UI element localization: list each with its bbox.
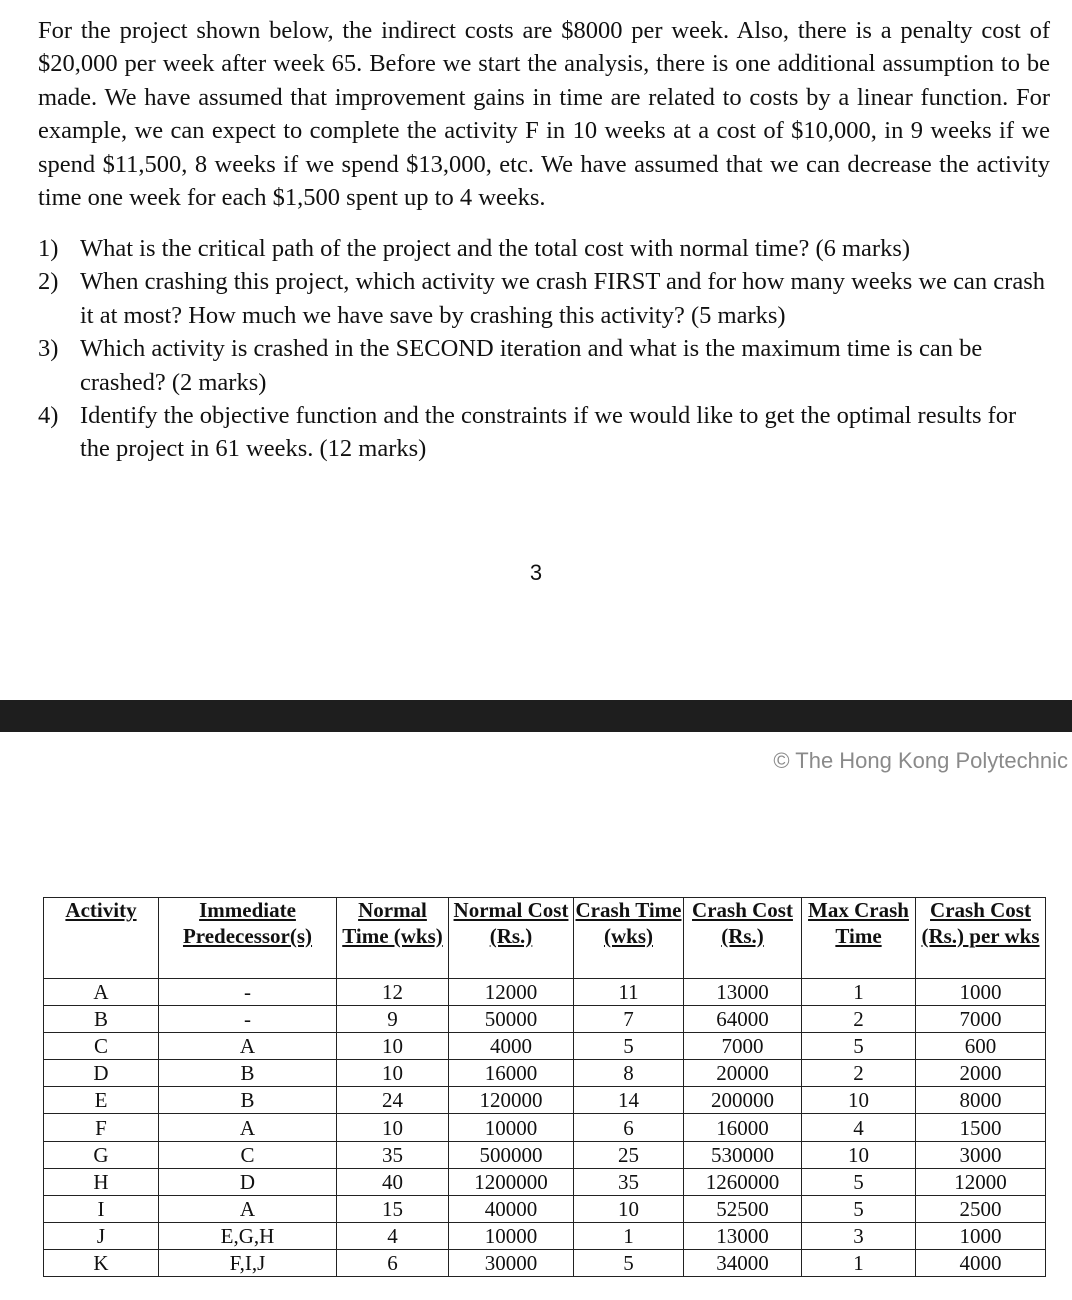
header-activity: Activity — [44, 898, 159, 979]
cell-predecessors: A — [159, 1195, 337, 1222]
table-row — [44, 1114, 1046, 1141]
cell-normal-cost: 10000 — [449, 1114, 574, 1141]
cell-crash-cost: 52500 — [684, 1195, 802, 1222]
cell-crash-time: 10 — [574, 1195, 684, 1222]
question-item — [38, 265, 1052, 332]
cell-normal-cost: 40000 — [449, 1195, 574, 1222]
table-row — [44, 1006, 1046, 1033]
cell-predecessors: - — [159, 979, 337, 1006]
cell-normal-time: 6 — [337, 1249, 449, 1276]
cell-normal-cost: 30000 — [449, 1249, 574, 1276]
cell-normal-time: 4 — [337, 1222, 449, 1249]
cell-max-crash-time: 5 — [802, 1033, 916, 1060]
header-immediate-predecessors: Immediate Predecessor(s) — [159, 898, 337, 979]
cell-max-crash-time: 10 — [802, 1141, 916, 1168]
cell-crash-cost: 34000 — [684, 1249, 802, 1276]
question-text: Which activity is crashed in the SECOND iteration and what is the maximum time is can be crashed? (2 marks) — [80, 335, 983, 396]
question-number: 1) — [38, 235, 59, 262]
table-row — [44, 1060, 1046, 1087]
cell-max-crash-time: 3 — [802, 1222, 916, 1249]
cell-activity: F — [44, 1114, 159, 1141]
table-row — [44, 1195, 1046, 1222]
cell-crash-cost: 200000 — [684, 1087, 802, 1114]
cell-predecessors: D — [159, 1168, 337, 1195]
cell-max-crash-time: 1 — [802, 979, 916, 1006]
cell-crash-cost: 16000 — [684, 1114, 802, 1141]
header-crash-time: Crash Time (wks) — [574, 898, 684, 979]
cell-crash-cost-per-week: 7000 — [916, 1006, 1046, 1033]
cell-max-crash-time: 2 — [802, 1006, 916, 1033]
cell-predecessors: A — [159, 1114, 337, 1141]
cell-crash-time: 7 — [574, 1006, 684, 1033]
cell-predecessors: B — [159, 1060, 337, 1087]
cell-normal-cost: 1200000 — [449, 1168, 574, 1195]
cell-activity: A — [44, 979, 159, 1006]
cell-normal-time: 15 — [337, 1195, 449, 1222]
cell-max-crash-time: 5 — [802, 1195, 916, 1222]
cell-crash-time: 6 — [574, 1114, 684, 1141]
question-item — [38, 232, 1052, 265]
cell-activity: E — [44, 1087, 159, 1114]
cell-activity: I — [44, 1195, 159, 1222]
cell-activity: G — [44, 1141, 159, 1168]
cell-normal-time: 24 — [337, 1087, 449, 1114]
cell-crash-cost: 20000 — [684, 1060, 802, 1087]
question-item — [38, 332, 1052, 399]
cell-activity: J — [44, 1222, 159, 1249]
header-max-crash-time: Max Crash Time — [802, 898, 916, 979]
question-number: 2) — [38, 268, 59, 296]
question-list — [38, 232, 1052, 466]
cell-crash-time: 5 — [574, 1249, 684, 1276]
cell-activity: D — [44, 1060, 159, 1087]
table-row — [44, 1222, 1046, 1249]
cell-crash-time: 35 — [574, 1168, 684, 1195]
header-normal-time: Normal Time (wks) — [337, 898, 449, 979]
page-divider-bar — [0, 700, 1072, 732]
cell-crash-cost-per-week: 1000 — [916, 979, 1046, 1006]
cell-normal-cost: 4000 — [449, 1033, 574, 1060]
table-row — [44, 979, 1046, 1006]
question-text: When crashing this project, which activity we crash FIRST and for how many weeks we can crash it at most? How much we have save by crashing this activity? (5 marks) — [80, 268, 1045, 329]
cell-crash-cost: 13000 — [684, 1222, 802, 1249]
cell-max-crash-time: 10 — [802, 1087, 916, 1114]
cell-normal-time: 40 — [337, 1168, 449, 1195]
question-number: 3) — [38, 335, 59, 363]
intro-paragraph: For the project shown below, the indirect costs are $8000 per week. Also, there is a penalty cost of $20,000 per week after week 65. Before we start the analysis, there is one additional assumption to be made. We have assumed that improvement gains in time are related to costs by a linear function. For example, we can expect to complete the activity F in 10 weeks at a cost of $10,000, in 9 weeks if we spend $11,500, 8 weeks if we spend $13,000, etc. We have assumed that we can decrease the activity time one week for each $1,500 spent up to 4 weeks. — [38, 17, 1050, 212]
cell-crash-cost-per-week: 8000 — [916, 1087, 1046, 1114]
page-number: 3 — [529, 560, 543, 585]
cell-crash-cost-per-week: 600 — [916, 1033, 1046, 1060]
cell-crash-cost-per-week: 3000 — [916, 1141, 1046, 1168]
cell-normal-cost: 12000 — [449, 979, 574, 1006]
cell-normal-cost: 500000 — [449, 1141, 574, 1168]
cell-crash-time: 5 — [574, 1033, 684, 1060]
question-number: 4) — [38, 402, 59, 430]
table-row — [44, 1087, 1046, 1114]
cell-max-crash-time: 2 — [802, 1060, 916, 1087]
cell-crash-time: 8 — [574, 1060, 684, 1087]
cell-normal-time: 9 — [337, 1006, 449, 1033]
cell-max-crash-time: 4 — [802, 1114, 916, 1141]
table-header-row — [44, 898, 1046, 979]
cell-crash-time: 25 — [574, 1141, 684, 1168]
header-crash-cost-per-week: Crash Cost (Rs.) per wks — [916, 898, 1046, 979]
cell-activity: C — [44, 1033, 159, 1060]
cell-normal-cost: 16000 — [449, 1060, 574, 1087]
cell-crash-cost: 1260000 — [684, 1168, 802, 1195]
cell-normal-time: 10 — [337, 1033, 449, 1060]
cell-crash-cost-per-week: 2000 — [916, 1060, 1046, 1087]
cell-predecessors: - — [159, 1006, 337, 1033]
cell-normal-time: 12 — [337, 979, 449, 1006]
cell-normal-cost: 10000 — [449, 1222, 574, 1249]
cell-max-crash-time: 1 — [802, 1249, 916, 1276]
cell-crash-cost: 7000 — [684, 1033, 802, 1060]
cell-crash-cost-per-week: 2500 — [916, 1195, 1046, 1222]
cell-crash-time: 1 — [574, 1222, 684, 1249]
cell-normal-time: 10 — [337, 1114, 449, 1141]
cell-crash-cost: 13000 — [684, 979, 802, 1006]
cell-crash-cost-per-week: 12000 — [916, 1168, 1046, 1195]
question-text: What is the critical path of the project and the total cost with normal time? (6 marks) — [80, 235, 911, 262]
cell-max-crash-time: 5 — [802, 1168, 916, 1195]
table-row — [44, 1249, 1046, 1276]
cell-crash-cost-per-week: 1000 — [916, 1222, 1046, 1249]
cell-crash-time: 14 — [574, 1087, 684, 1114]
cell-activity: B — [44, 1006, 159, 1033]
header-crash-cost: Crash Cost (Rs.) — [684, 898, 802, 979]
question-item — [38, 399, 1052, 466]
activity-table — [43, 897, 1046, 1277]
cell-crash-cost: 64000 — [684, 1006, 802, 1033]
cell-predecessors: A — [159, 1033, 337, 1060]
cell-predecessors: C — [159, 1141, 337, 1168]
cell-normal-time: 35 — [337, 1141, 449, 1168]
cell-normal-time: 10 — [337, 1060, 449, 1087]
cell-predecessors: E,G,H — [159, 1222, 337, 1249]
cell-activity: K — [44, 1249, 159, 1276]
cell-predecessors: F,I,J — [159, 1249, 337, 1276]
table-body — [44, 979, 1046, 1277]
cell-crash-cost: 530000 — [684, 1141, 802, 1168]
cell-crash-time: 11 — [574, 979, 684, 1006]
table-row — [44, 1168, 1046, 1195]
cell-crash-cost-per-week: 1500 — [916, 1114, 1046, 1141]
cell-predecessors: B — [159, 1087, 337, 1114]
cell-activity: H — [44, 1168, 159, 1195]
copyright-watermark: © The Hong Kong Polytechnic — [773, 748, 1068, 773]
table-row — [44, 1033, 1046, 1060]
cell-crash-cost-per-week: 4000 — [916, 1249, 1046, 1276]
question-text: Identify the objective function and the constraints if we would like to get the optimal results for the project in 61 weeks. (12 marks) — [80, 402, 1017, 463]
cell-normal-cost: 50000 — [449, 1006, 574, 1033]
header-normal-cost: Normal Cost (Rs.) — [449, 898, 574, 979]
table-row — [44, 1141, 1046, 1168]
cell-normal-cost: 120000 — [449, 1087, 574, 1114]
